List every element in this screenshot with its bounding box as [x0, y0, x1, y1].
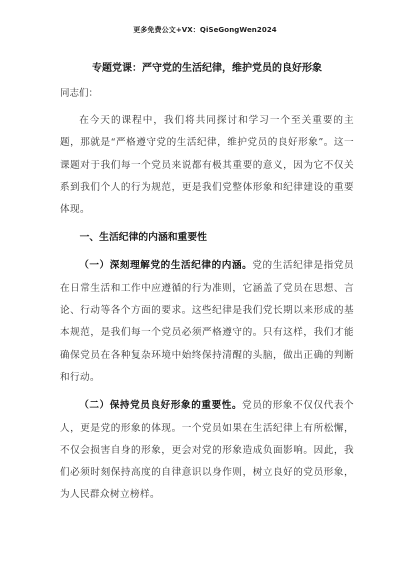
- point-text: 党的生活纪律是指党员在日常生活和工作中应遵循的行为准则，它涵盖了党员在思想、言论、行动等各个方面的要求。这些纪律是我们党长期以来形成的基本规范，是我们每一个党员必须严格遵守的。只有这样，我们才能确保党员在各种复杂环境中始终保持清醒的头脑，做出正确的判断和行动。: [60, 260, 355, 383]
- intro-paragraph: 在今天的课程中，我们将共同探讨和学习一个至关重要的主题，那就是“严格遵守党的生活纪律，维护党员的良好形象”。这一课题对于我们每一个党员来说都有极其重要的意义，因为它不仅关系到我们个人的行为规范，更是我们党整体形象和纪律建设的重要体现。: [60, 115, 354, 216]
- point-paragraph: [60, 255, 354, 389]
- point-lead: （一）深刻理解党的生活纪律的内涵。: [79, 260, 253, 272]
- point-text: 党员的形象不仅仅代表个人，更是党的形象的体现。一个党员如果在生活纪律上有所松懈，不仅会损害自身的形象，更会对党的形象造成负面影响。因此，我们必须时刻保持高度的自律意识以身作则，树立良好的党员形象，为人民群众树立榜样。: [60, 400, 354, 501]
- point-paragraph: [60, 395, 354, 506]
- document-content: [60, 62, 354, 507]
- point-lead: （二）保持党员良好形象的重要性。: [79, 400, 243, 412]
- document-title: 专题党课：严守党的生活纪律，维护党员的良好形象: [92, 63, 322, 74]
- header-note: 更多免费公文+VX：QiSeGongWen2024: [133, 26, 277, 34]
- section-heading: 一、生活纪律的内涵和重要性: [79, 232, 207, 244]
- salutation: 同志们：: [60, 88, 99, 99]
